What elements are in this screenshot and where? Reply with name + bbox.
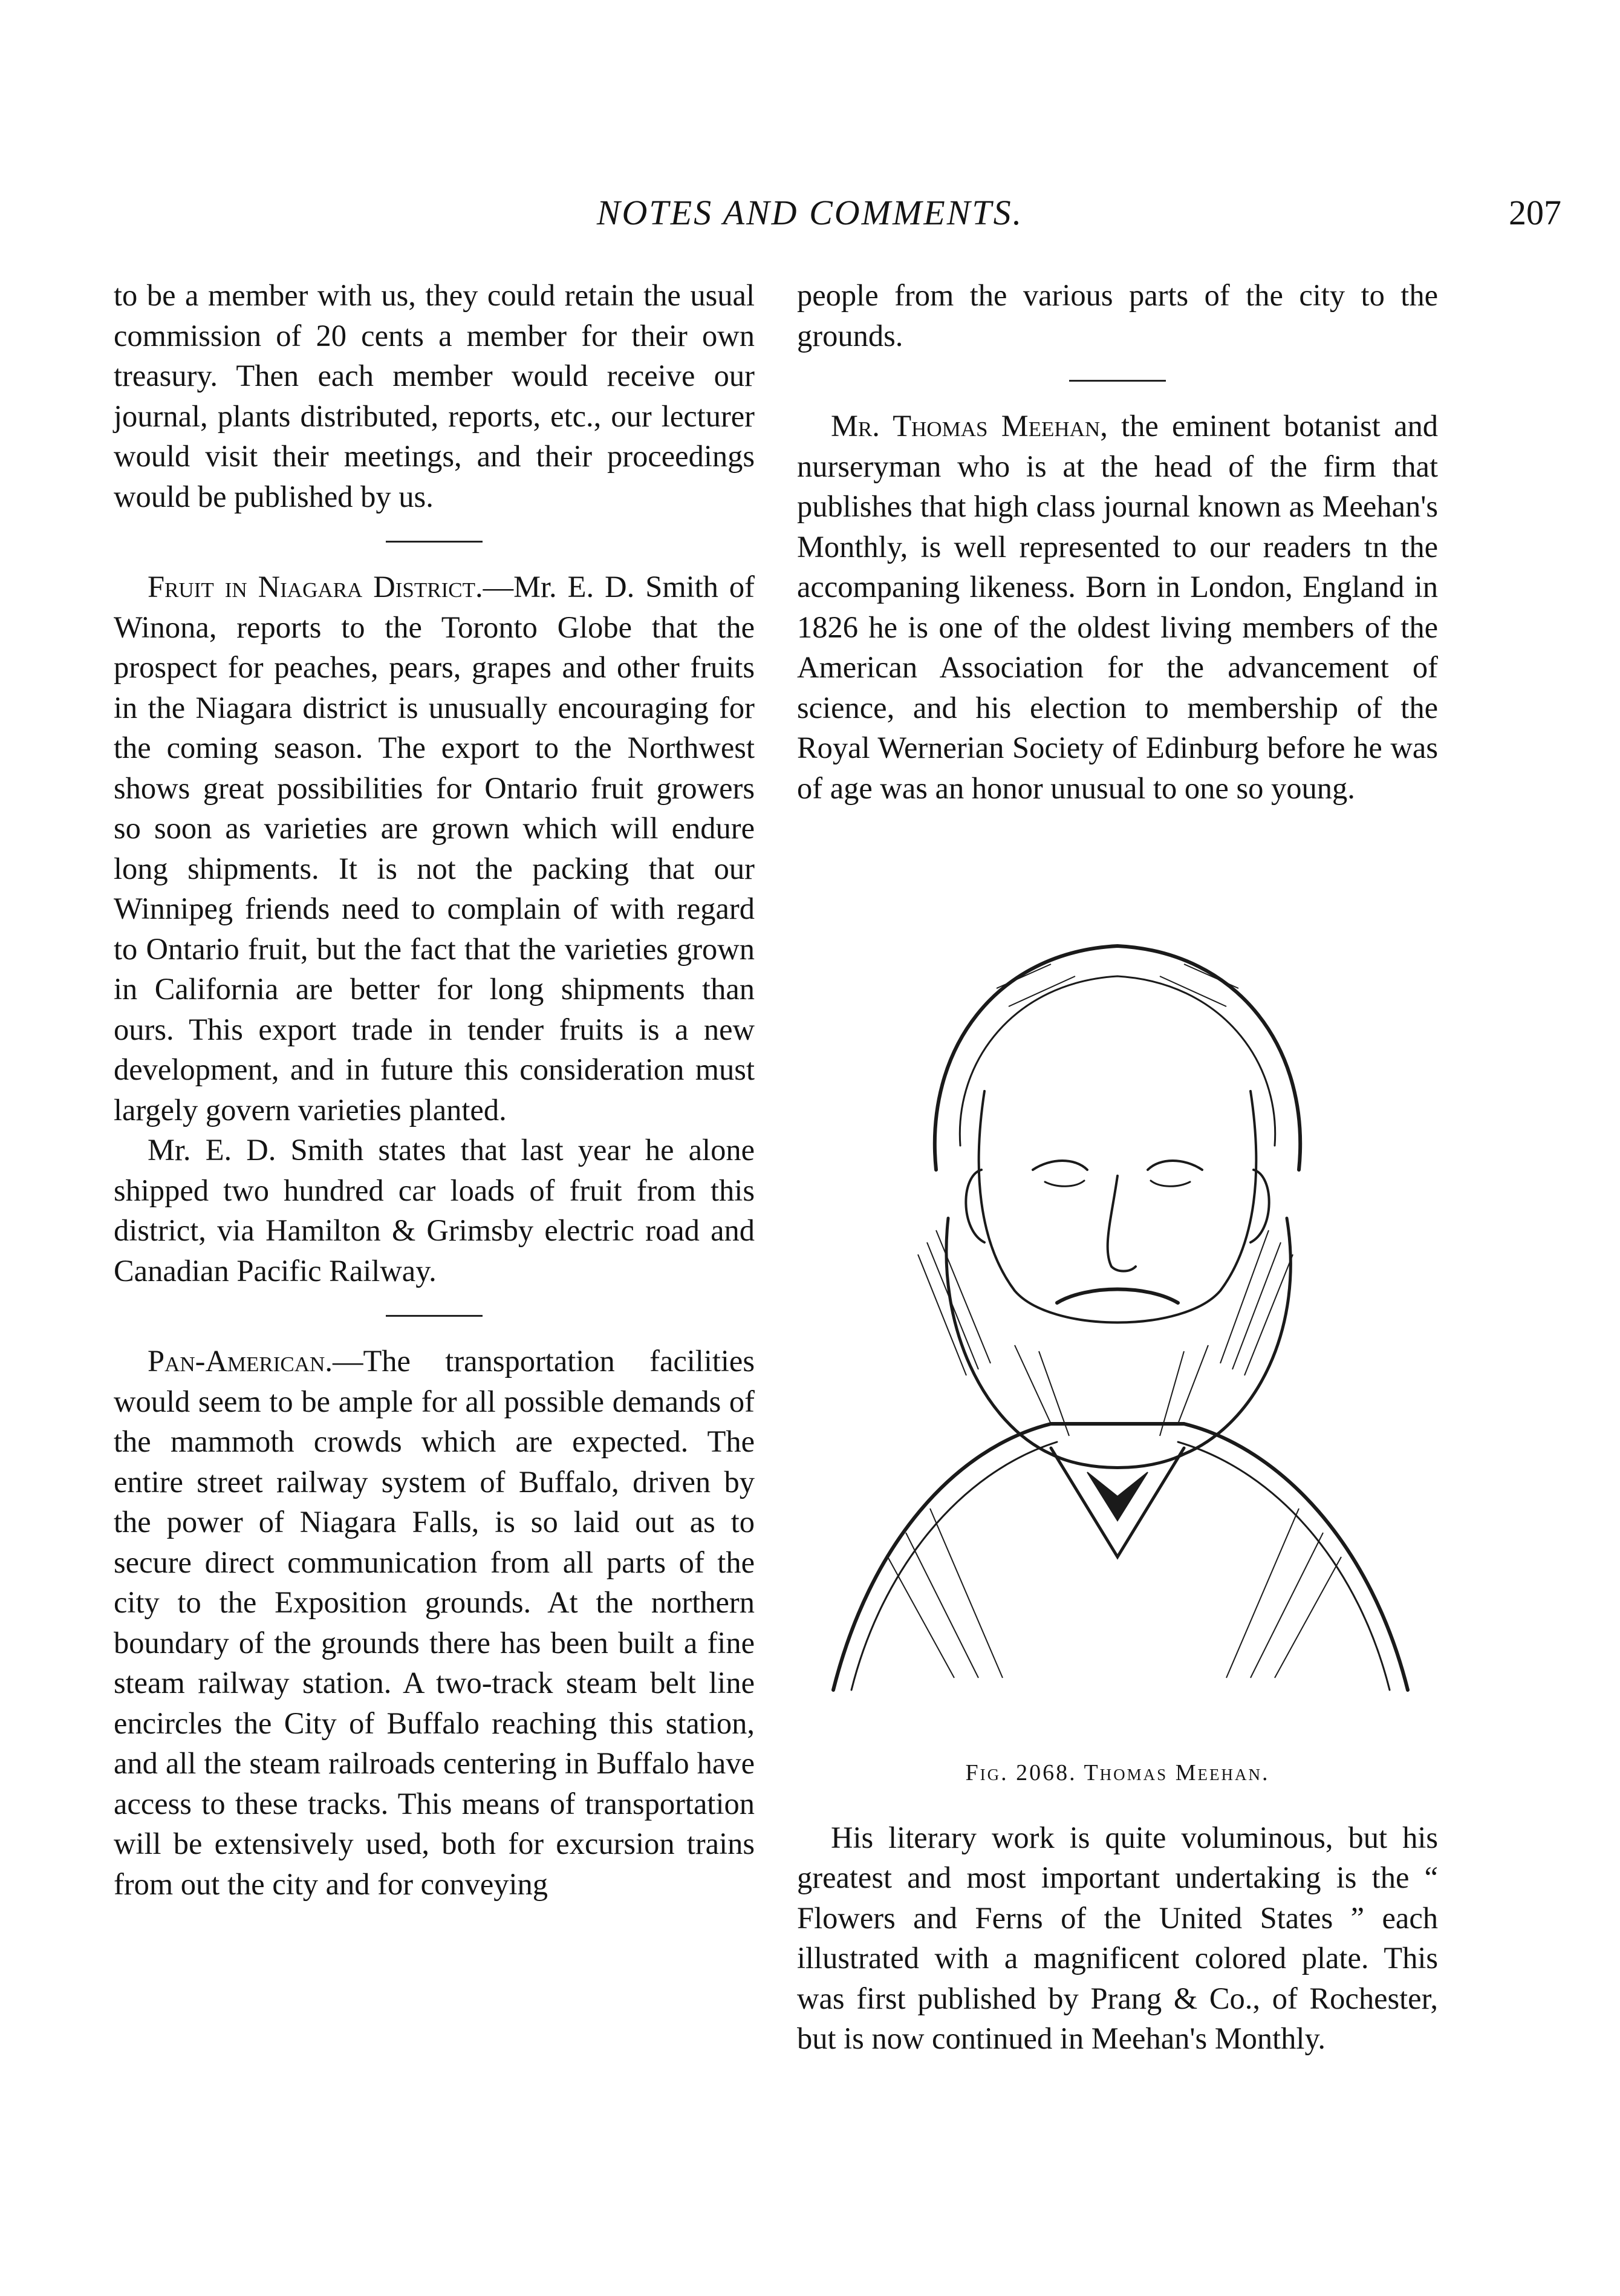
portrait-figure bbox=[797, 831, 1438, 1793]
fruit-text: —Mr. E. D. Smith of Winona, reports to the Toronto Globe that the prospect for peaches, pears, grapes and other fruits in the Niagara district is unusually encouraging for the coming season. The export to the Northwest shows great possibilities for Ontario fruit growers so soon as varieties are grown which will endure long shipments. It is not the packing that our Winnipeg friends need to complain of with regard to Ontario fruit, but the fact that the varieties grown in California are better for long shipments than ours. This export trade in tender fruits is a new development, and in future this consideration must largely govern varieties planted. bbox=[114, 570, 755, 1127]
paragraph-membership: to be a member with us, they could retain the usual commission of 20 cents a member for their own treasury. Then each member would receive our journal, plants distributed, reports, etc., our lecturer would visit their meetings, and their proceedings would be published by us. bbox=[114, 278, 755, 514]
paragraph-people-grounds: people from the various parts of the city to the grounds. bbox=[797, 278, 1438, 353]
paragraph-smith-shipments: Mr. E. D. Smith states that last year he alone shipped two hundred car loads of fruit from this district, via Hamilton & Grimsby electric road and Canadian Pacific Railway. bbox=[114, 1133, 755, 1288]
portrait-engraving bbox=[797, 831, 1438, 1738]
meehan-text: the eminent botanist and nurseryman who is at the head of the firm that publishes that high class journal known as Meehan's Monthly, is well represented to our readers tn the accompaning likeness. Born in London, England in 1826 he is one of the oldest living members of the American Association for the advancement of science, and his election to membership of the Royal Wernerian Society of Edinburg before he was of age was an honor unusual to one so young. bbox=[797, 409, 1438, 805]
paragraph-literary-work: His literary work is quite voluminous, but his greatest and most important undertaking is the “ Flowers and Ferns of the United States ” each illustrated with a magnificent colored plate. This was first published by Prang & Co., of Rochester, but is now continued in Meehan's Monthly. bbox=[797, 1820, 1438, 2055]
pan-american-text: —The transportation facilities would seem to be ample for all possible demands of the mammoth crowds which are expected. The entire street railway system of Buffalo, driven by the power of Niagara Falls, is so laid out as to secure direct communication from all parts of the city to the Exposition grounds. At the northern boundary of the grounds there has been built a fine steam railway station. A two-track steam belt line encircles the City of Buffalo reaching this station, and all the steam railroads centering in Buffalo have access to these tracks. This means of transportation will be extensively used, both for excursion trains from out the city and for conveying bbox=[114, 1344, 755, 1901]
left-column bbox=[114, 275, 755, 1904]
section-heading-meehan: Mr. Thomas Meehan, bbox=[831, 409, 1108, 443]
paragraph-fruit-niagara bbox=[114, 567, 755, 1130]
section-heading-pan-american: Pan-American. bbox=[148, 1344, 333, 1378]
paragraph-thomas-meehan bbox=[797, 406, 1438, 808]
section-divider bbox=[386, 1315, 483, 1317]
section-heading-fruit: Fruit in Niagara District. bbox=[148, 570, 483, 604]
right-column bbox=[797, 275, 1438, 2059]
section-divider bbox=[1069, 380, 1166, 382]
page-number: 207 bbox=[1509, 193, 1561, 232]
paragraph-pan-american bbox=[114, 1341, 755, 1904]
figure-caption: Fig. 2068. Thomas Meehan. bbox=[965, 1760, 1270, 1786]
running-header: NOTES AND COMMENTS. bbox=[596, 193, 1024, 232]
section-divider bbox=[386, 541, 483, 543]
